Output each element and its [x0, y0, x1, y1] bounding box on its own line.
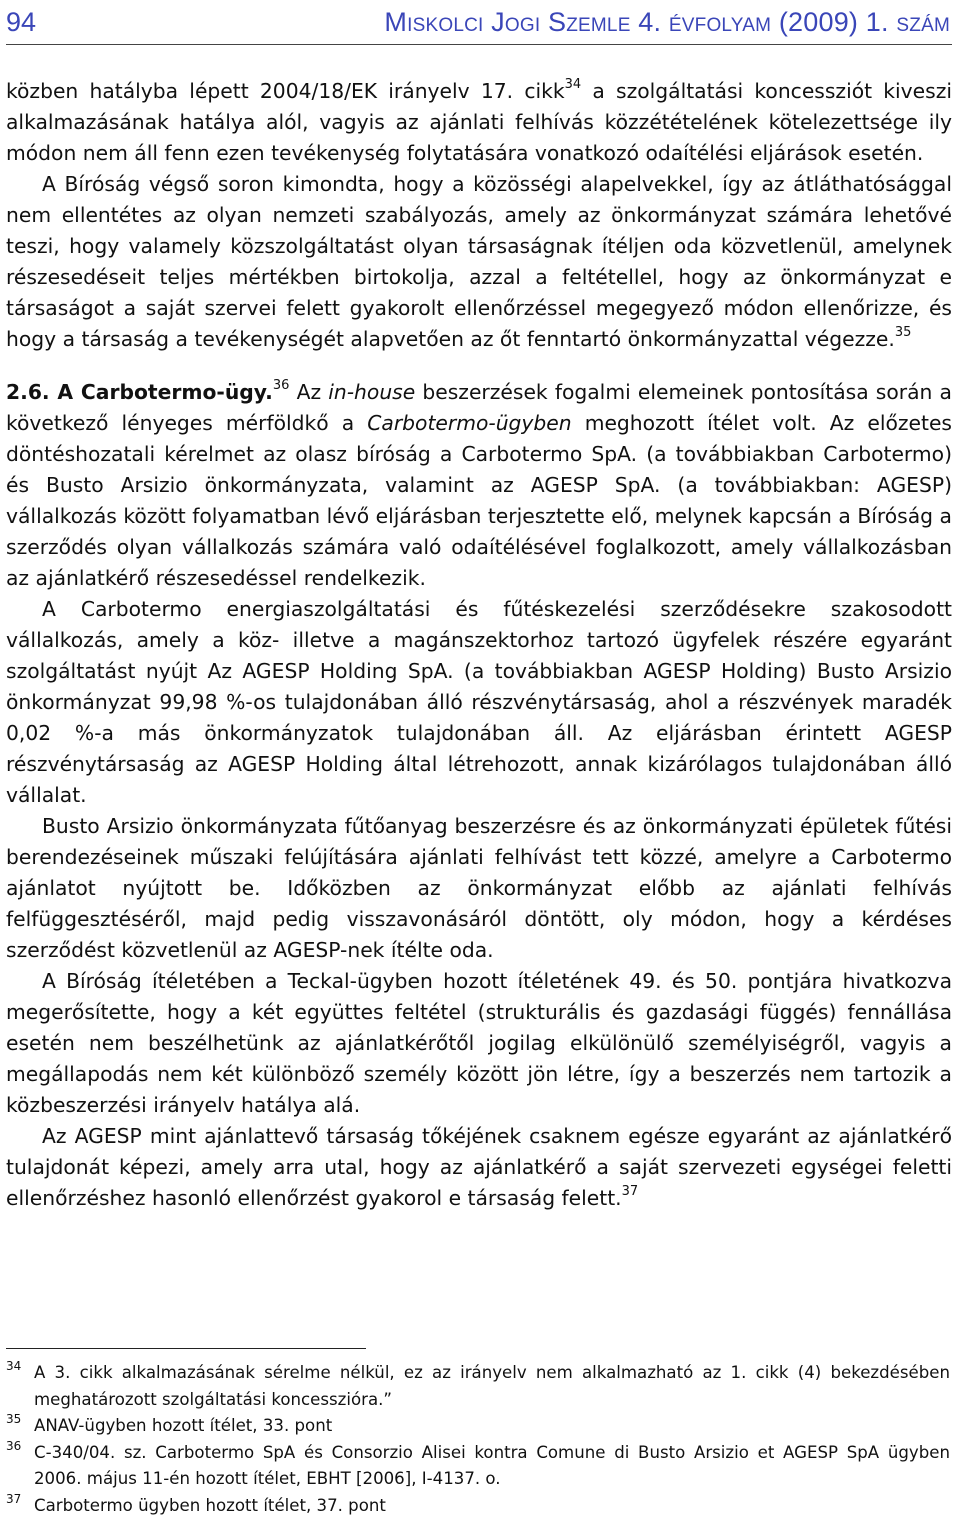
- footnote-text: C-340/04. sz. Carbotermo SpA és Consorzio Alisei kontra Comune di Busto Arsizio et AGESP SpA ügyben 2006. május 11-én hozott ítélet, EBHT [2006], I-4137. o.: [34, 1443, 950, 1489]
- paragraph-7: [6, 1121, 952, 1214]
- footnotes: [6, 1360, 950, 1519]
- paragraph-3-text-a: Az: [289, 380, 328, 404]
- section-heading: 2.6. A Carbotermo-ügy.: [6, 380, 273, 404]
- journal-title: Miskolci Jogi Szemle 4. évfolyam (2009) 1. szám: [384, 7, 950, 38]
- paragraph-7-text: Az AGESP mint ajánlattevő társaság tőkéjének csaknem egésze egyaránt az ajánlatkérő tulajdonát képezi, amely arra utal, hogy az ajánlatkérő a saját szervezeti egységei feletti ellenőrzéshez hasonló ellenőrzést gyakorol e társaság felett.: [6, 1124, 952, 1210]
- paragraph-1-text-b: a szolgáltatási koncessziót kiveszi alkalmazásának hatálya alól, vagyis az ajánlati felhívás közzétételének kötelezettsége ily módon nem áll fenn ezen tevékenység folytatására vonatkozó odaítélési eljárások esetén.: [6, 79, 952, 165]
- paragraph-3-text-c: meghozott ítélet volt. Az előzetes döntéshozatali kérelmet az olasz bíróság a Carbotermo SpA. (a továbbiakban Carbotermo) és Busto Arsizio önkormányzata, valamint az AGESP SpA. (a továbbiakban: AGESP) vállalkozás között folyamatban lévő eljárásban terjesztette elő, melynek kapcsán a Bíróság a szerződés olyan vállalkozás számára való odaítélésével foglalkozott, amely vállalkozásban az ajánlatkérő részesedéssel rendelkezik.: [6, 411, 952, 590]
- footnote-ref-36[interactable]: 36: [273, 378, 290, 393]
- footnote-number: 34: [6, 1353, 21, 1380]
- paragraph-4: A Carbotermo energiaszolgáltatási és fűtéskezelési szerződésekre szakosodott vállalkozás, amely a köz- illetve a magánszektorhoz tartozó ügyfelek részére egyaránt szolgáltatást nyújt Az AGESP Holding SpA. (a továbbiakban AGESP Holding) Busto Arsizio önkormányzat 99,98 %-os tulajdonában álló részvénytársaság, ahol a részvények maradék 0,02 %-a más önkormányzatok tulajdonában áll. Az eljárásban érintett AGESP részvénytársaság az AGESP Holding által létrehozott, annak kizárólagos tulajdonában álló vállalat.: [6, 594, 952, 811]
- paragraph-1: [6, 76, 952, 169]
- footnote-number: 37: [6, 1486, 21, 1513]
- footnote-text: Carbotermo ügyben hozott ítélet, 37. pont: [34, 1496, 386, 1515]
- term-carbotermo-case: Carbotermo-ügyben: [367, 411, 571, 435]
- body-text: [6, 76, 952, 1214]
- paragraph-6: A Bíróság ítéletében a Teckal-ügyben hozott ítéletének 49. és 50. pontjára hivatkozva megerősítette, hogy a két együttes feltétel (strukturális és gazdasági függés) fennállása esetén nem beszélhetünk az ajánlatkérőtől jogilag elkülönülő személyiségről, vagyis a megállapodás nem két különböző személy között jön létre, így a beszerzés nem tartozik a közbeszerzési irányelv hatálya alá.: [6, 966, 952, 1121]
- footnote-36: [6, 1440, 950, 1493]
- header-rule: [6, 44, 952, 45]
- paragraph-3: [6, 377, 952, 594]
- paragraph-5: Busto Arsizio önkormányzata fűtőanyag beszerzésre és az önkormányzati épületek fűtési berendezéseinek műszaki felújítására ajánlati felhívást tett közzé, amelyre a Carbotermo ajánlatot nyújtott be. Időközben az önkormányzat előbb az ajánlati felhívás felfüggesztéséről, majd pedig visszavonásáról döntött, oly módon, hogy a kérdéses szerződést közvetlenül az AGESP-nek ítélte oda.: [6, 811, 952, 966]
- footnote-number: 35: [6, 1406, 21, 1433]
- running-header: [6, 2, 950, 42]
- footnote-number: 36: [6, 1433, 21, 1460]
- paragraph-3-text-b: beszerzések fogalmi elemeinek pontosítása során a következő lényeges mérföldkő a: [6, 380, 952, 435]
- footnote-rule: [6, 1348, 366, 1349]
- paragraph-2: [6, 169, 952, 355]
- paragraph-2-text: A Bíróság végső soron kimondta, hogy a közösségi alapelvekkel, így az átláthatósággal nem ellentétes az olyan nemzeti szabályozás, amely az önkormányzat számára lehetővé teszi, hogy valamely közszolgáltatást olyan társaságnak ítéljen oda közvetlenül, amelynek részesedéseit teljes mértékben birtokolja, azzal a feltétellel, hogy az önkormányzat e társaságot a saját szervei felett gyakorolt ellenőrzéssel megegyező módon ellenőrizze, és hogy a társaság a tevékenységét alapvetően az őt fenntartó önkormányzattal végezze.: [6, 172, 952, 351]
- footnote-ref-34[interactable]: 34: [565, 77, 582, 92]
- footnote-34: [6, 1360, 950, 1413]
- footnote-35: [6, 1413, 950, 1440]
- paragraph-1-text-a: közben hatályba lépett 2004/18/EK irányelv 17. cikk: [6, 79, 565, 103]
- footnote-text: A 3. cikk alkalmazásának sérelme nélkül, ez az irányelv nem alkalmazható az 1. cikk (4) bekezdésében meghatározott szolgáltatási koncesszióra.”: [34, 1363, 950, 1409]
- term-in-house: in-house: [328, 380, 415, 404]
- page-number: 94: [6, 7, 36, 38]
- footnote-ref-35[interactable]: 35: [895, 325, 912, 340]
- footnote-37: [6, 1493, 950, 1519]
- footnote-text: ANAV-ügyben hozott ítélet, 33. pont: [34, 1416, 332, 1435]
- footnote-ref-37[interactable]: 37: [622, 1184, 639, 1199]
